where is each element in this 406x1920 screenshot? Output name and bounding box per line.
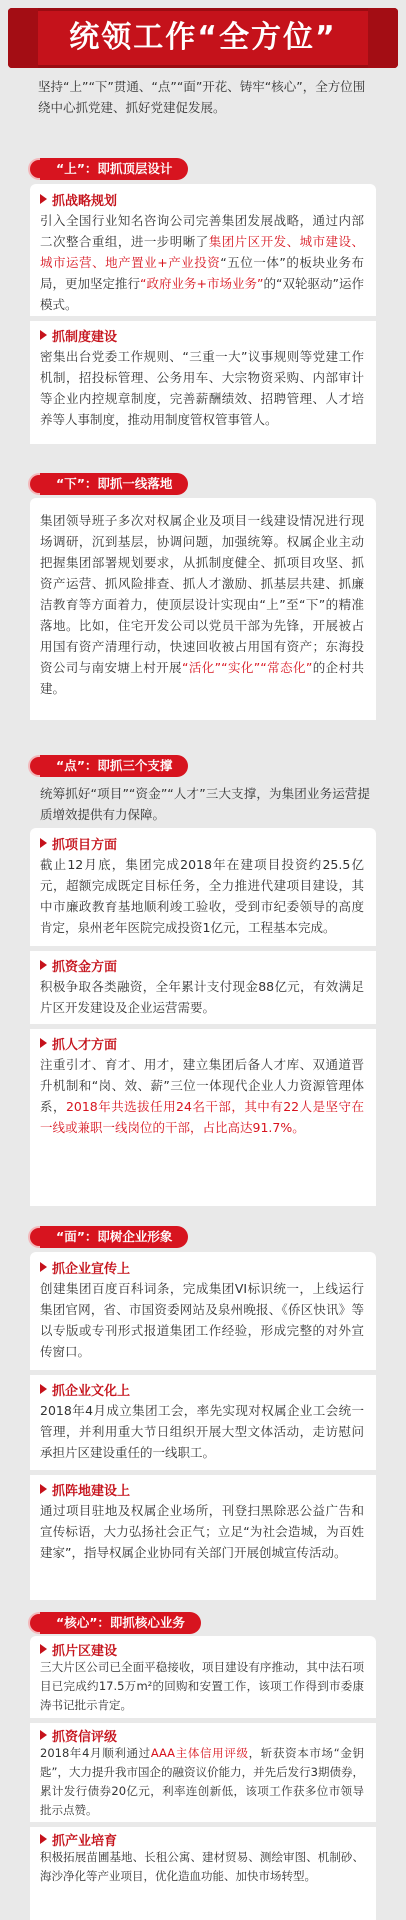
section-up-title: “上”：即抓顶层设计 <box>40 158 188 180</box>
text-span: 的“双轮驱动”运作模式。 <box>40 276 364 312</box>
highlight-span: “政府业务+市场业务” <box>140 276 264 291</box>
section-point-intro: 统筹抓好“项目”“资金”“人才”三大支撑，为集团业务运营提质增效提供有力保障。 <box>40 786 370 822</box>
sub-credit-title <box>40 1726 117 1744</box>
text-span: ，斩获资本市场“金钥匙”，大力提升我市国企的融资议价能力，并先后发行3期债券，累计发行债券20亿元，利率连创新低，该项工作获多位市领导批示点赞。 <box>40 1746 364 1817</box>
text-span: 的企村共建。 <box>40 660 364 696</box>
sub-credit-text <box>40 1744 364 1820</box>
divider <box>30 316 376 321</box>
sub-area-title <box>40 1640 117 1658</box>
sub-culture-text: 2018年4月成立集团工会，率先实现对权属企业工会统一管理，并利用重大节日组织开展大型文体活动，走访慰问承担片区建设重任的一线职工。 <box>40 1403 364 1460</box>
divider <box>30 1024 376 1029</box>
banner <box>8 8 398 68</box>
section-down-text <box>40 510 364 699</box>
triangle-icon <box>40 194 47 204</box>
triangle-icon <box>40 1484 47 1494</box>
sub-industry-text: 积极拓展苗圃基地、长租公寓、建材贸易、测绘审图、机制砂、海沙净化等产业项目，优化造血功能、加快市场转型。 <box>40 1850 364 1883</box>
section-core-title: “核心”：即抓核心业务 <box>40 1612 201 1634</box>
divider <box>30 1718 376 1723</box>
banner-title: 统领工作“全方位” <box>69 20 337 55</box>
section-point-title: “点”：即抓三个支撑 <box>40 755 188 777</box>
divider <box>30 1370 376 1375</box>
triangle-icon <box>40 1834 47 1844</box>
sub-credit-label: 抓资信评级 <box>52 1730 118 1745</box>
triangle-icon <box>40 1038 47 1048</box>
text-span: “五位一体”的板块业务布局，更加坚定推行 <box>40 255 364 291</box>
divider <box>30 1822 376 1827</box>
sub-front-label: 抓阵地建设上 <box>52 1484 131 1499</box>
triangle-icon <box>40 1644 47 1654</box>
text-span: 2018年4月顺利通过 <box>40 1746 151 1760</box>
triangle-icon <box>40 1384 47 1394</box>
sub-area-text: 三大片区公司已全面平稳接收，项目建设有序推动，其中法石项目已完成约17.5万m²的回购和安置工作，该项工作得到市委康涛书记批示肯定。 <box>40 1660 364 1712</box>
sub-talent-title <box>40 1034 117 1052</box>
sub-front-title <box>40 1480 130 1498</box>
sub-talent-label: 抓人才方面 <box>52 1038 118 1053</box>
sub-publicity-label: 抓企业宣传上 <box>52 1262 131 1277</box>
sub-culture-label: 抓企业文化上 <box>52 1384 131 1399</box>
sub-strategy-title <box>40 190 117 208</box>
intro-text: 坚持“上”“下”贯通、“点”“面”开花、铸牢“核心”，全方位围绕中心抓党建、抓好党建促发展。 <box>38 79 366 115</box>
sub-system-text: 密集出台党委工作规则、“三重一大”议事规则等党建工作机制，招投标管理、公务用车、大宗物资采购、内部审计等企业内控规章制度，完善薪酬绩效、招聘管理、人才培养等人事制度，推动用制度管权管事管人。 <box>40 349 364 427</box>
text-span: 引入全国行业知名咨询公司完善集团发展战略，通过内部二次整合重组，进一步明晰了 <box>40 213 364 249</box>
sub-area-label: 抓片区建设 <box>52 1644 118 1659</box>
sub-strategy-label: 抓战略规划 <box>52 194 118 209</box>
text-span: 集团领导班子多次对权属企业及项目一线建设情况进行现场调研，沉到基层，协调问题，加强统筹。权属企业主动把握集团部署规划要求，从抓制度健全、抓项目攻坚、抓资产运营、抓风险排查、抓人才激励、抓基层共建、抓廉洁教育等方面着力，使顶层设计实现由“上”至“下”的精准落地。比如，住宅开发公司以党员干部为先锋，开展被占用国有资产清理行动，快速回收被占用国有资产；东海投资公司与南安塘上村开展 <box>40 513 364 675</box>
sub-system-label: 抓制度建设 <box>52 330 118 345</box>
triangle-icon <box>40 330 47 340</box>
sub-publicity-title <box>40 1258 130 1276</box>
triangle-icon <box>40 1262 47 1272</box>
sub-fund-title <box>40 956 117 974</box>
highlight-span: 2018年共选拔任用24名干部，其中有22人是坚守在一线或兼职一线岗位的干部，占比高达91.7%。 <box>40 1099 364 1135</box>
sub-project-text: 截止12月底，集团完成2018年在建项目投资约25.5亿元，超额完成既定目标任务，全力推进代建项目建设，其中市廉政教育基地顺利竣工验收，受到市纪委领导的高度肯定，泉州老年医院完成投资1亿元，工程基本完成。 <box>40 857 364 935</box>
section-surface-title: “面”：即树企业形象 <box>40 1226 188 1248</box>
sub-publicity-text: 创建集团百度百科词条，完成集团VI标识统一，上线运行集团官网，省、市国资委网站及泉州晚报、《侨区快讯》等以专版或专刊形式报道集团工作经验，形成完整的对外宣传窗口。 <box>40 1281 364 1359</box>
sub-industry-title <box>40 1830 117 1848</box>
divider <box>30 946 376 951</box>
sub-strategy-text <box>40 210 364 315</box>
triangle-icon <box>40 960 47 970</box>
highlight-span: AAA主体信用评级 <box>150 1746 249 1760</box>
sub-fund-label: 抓资金方面 <box>52 960 118 975</box>
section-down-title: “下”：即抓一线落地 <box>40 473 188 495</box>
sub-project-title <box>40 834 117 852</box>
sub-front-text: 通过项目驻地及权属企业场所，刊登扫黑除恶公益广告和宣传标语，大力弘扬社会正气；立足“为社会造城，为百姓建家”，指导权属企业协同有关部门开展创城宣传活动。 <box>40 1503 364 1560</box>
triangle-icon <box>40 838 47 848</box>
divider <box>30 1470 376 1475</box>
triangle-icon <box>40 1730 47 1740</box>
sub-talent-text <box>40 1054 364 1138</box>
highlight-span: 集团片区开发、城市建设、城市运营、地产置业+产业投资 <box>40 234 364 270</box>
sub-industry-label: 抓产业培育 <box>52 1834 118 1849</box>
sub-culture-title <box>40 1380 130 1398</box>
sub-project-label: 抓项目方面 <box>52 838 118 853</box>
sub-fund-text: 积极争取各类融资，全年累计支付现金88亿元，有效满足片区开发建设及企业运营需要。 <box>40 979 364 1015</box>
sub-system-title <box>40 326 117 344</box>
text-span: 注重引才、育才、用才，建立集团后备人才库、双通道晋升机制和“岗、效、薪”三位一体现代企业人力资源管理体系， <box>40 1057 364 1114</box>
highlight-span: “活化”“实化”“常态化” <box>181 660 313 675</box>
